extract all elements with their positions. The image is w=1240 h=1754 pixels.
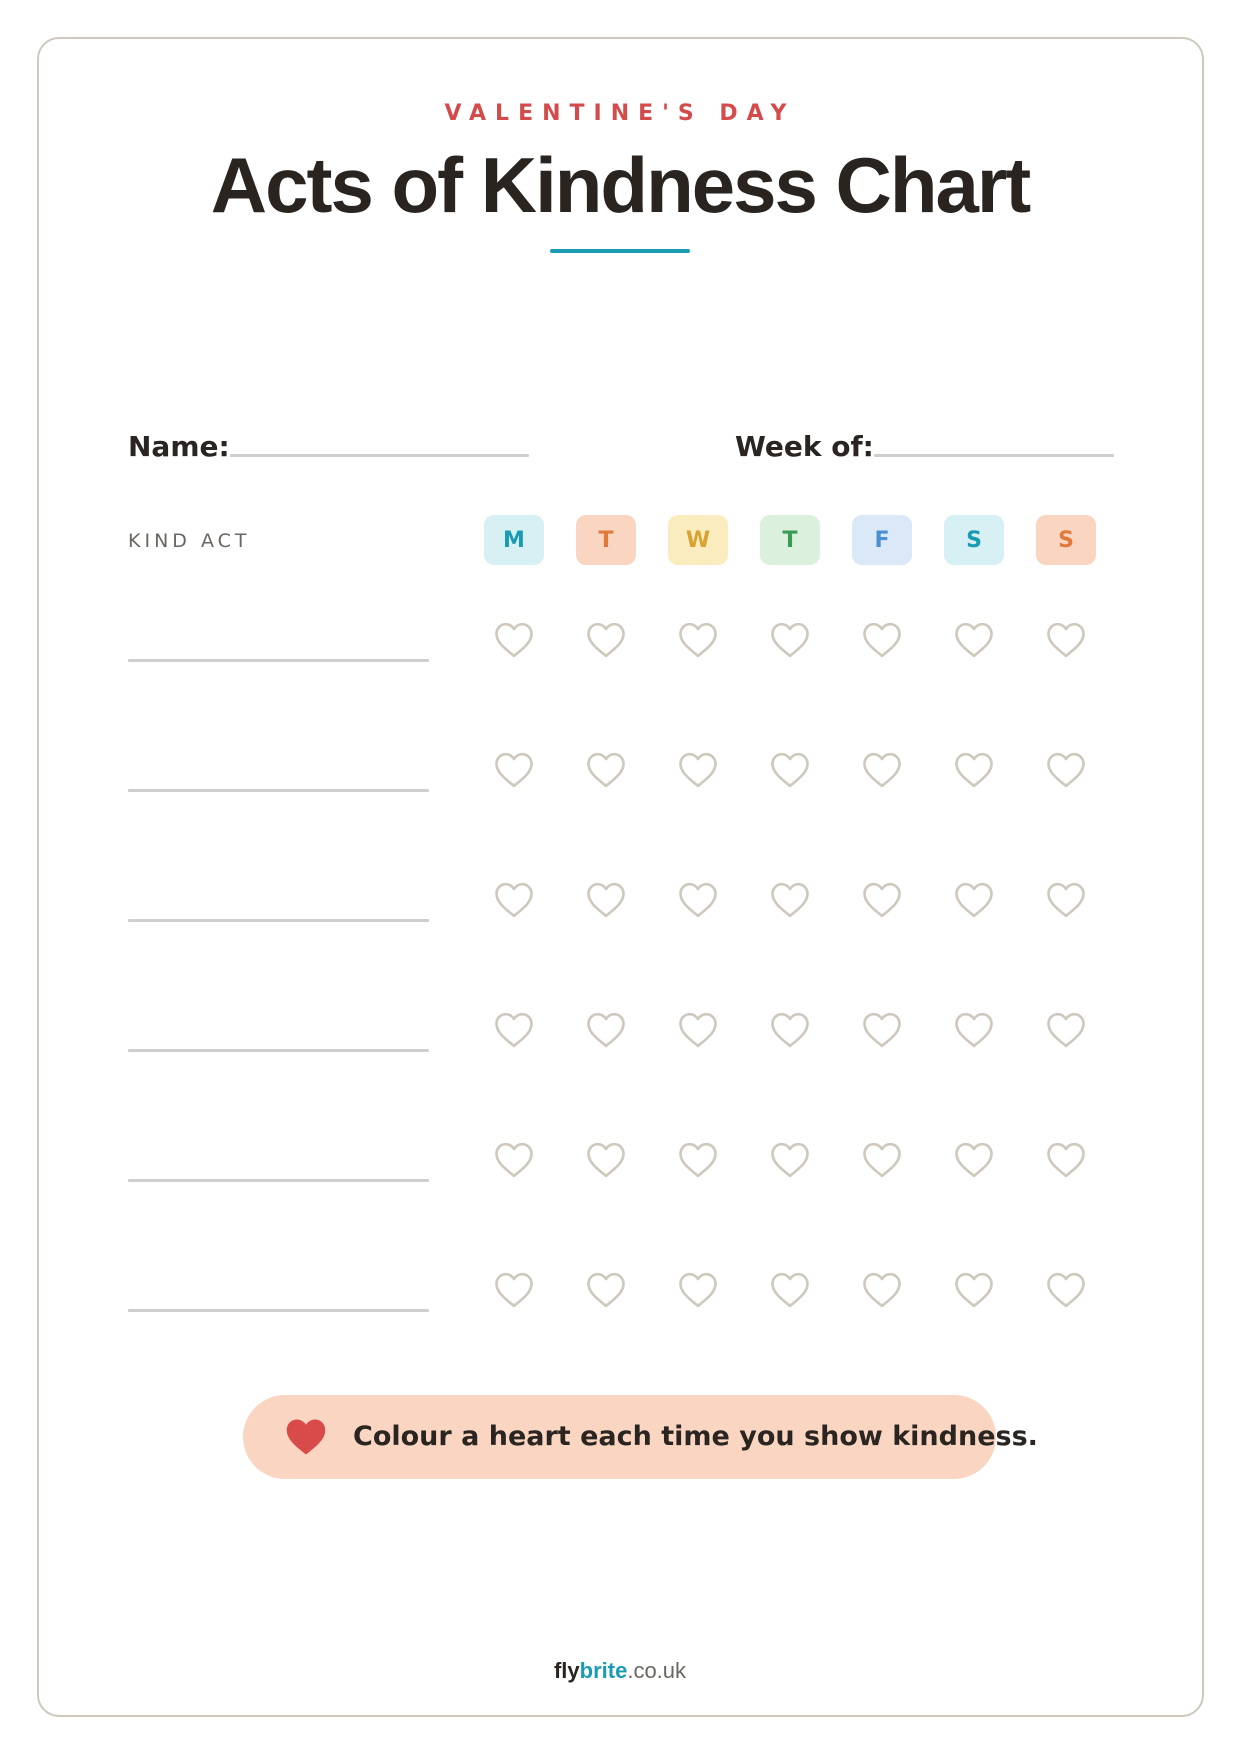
day-header-3: W <box>668 515 728 565</box>
heart-icon[interactable] <box>770 1271 810 1309</box>
name-label: Name: <box>128 430 230 463</box>
heart-icon[interactable] <box>494 751 534 789</box>
heart-icon[interactable] <box>862 881 902 919</box>
brand-brite: brite <box>579 1658 628 1683</box>
week-of-label: Week of: <box>735 430 874 463</box>
heart-icon[interactable] <box>954 751 994 789</box>
heart-icon[interactable] <box>862 1011 902 1049</box>
heart-icon[interactable] <box>586 621 626 659</box>
title-underline <box>550 249 690 253</box>
heart-icon[interactable] <box>770 1141 810 1179</box>
heart-icon[interactable] <box>862 751 902 789</box>
day-header-6: S <box>944 515 1004 565</box>
heart-icon[interactable] <box>862 621 902 659</box>
heart-icon[interactable] <box>586 881 626 919</box>
day-header-7: S <box>1036 515 1096 565</box>
heart-icon[interactable] <box>494 1141 534 1179</box>
heart-icon[interactable] <box>494 621 534 659</box>
heart-icon[interactable] <box>586 751 626 789</box>
brand-domain: .co.uk <box>627 1658 687 1683</box>
heart-icon[interactable] <box>862 1141 902 1179</box>
heart-icon[interactable] <box>494 1271 534 1309</box>
heart-icon <box>285 1417 327 1457</box>
heart-icon[interactable] <box>1046 751 1086 789</box>
kind-act-field[interactable] <box>128 919 429 922</box>
heart-icon[interactable] <box>1046 621 1086 659</box>
kind-act-field[interactable] <box>128 1179 429 1182</box>
page-title: Acts of Kindness Chart <box>210 141 1030 229</box>
heart-icon[interactable] <box>678 751 718 789</box>
heart-icon[interactable] <box>954 1271 994 1309</box>
instruction-text: Colour a heart each time you show kindness. <box>353 1421 1038 1452</box>
heart-icon[interactable] <box>678 1011 718 1049</box>
heart-icon[interactable] <box>494 1011 534 1049</box>
heart-icon[interactable] <box>954 1011 994 1049</box>
kind-act-field[interactable] <box>128 789 429 792</box>
heart-icon[interactable] <box>1046 1271 1086 1309</box>
heart-icon[interactable] <box>1046 881 1086 919</box>
heart-icon[interactable] <box>770 751 810 789</box>
footer-brand <box>0 1660 1240 1682</box>
kind-act-field[interactable] <box>128 659 429 662</box>
heart-icon[interactable] <box>586 1271 626 1309</box>
brand-fly: fly <box>553 1658 580 1683</box>
heart-icon[interactable] <box>770 621 810 659</box>
heart-icon[interactable] <box>678 1141 718 1179</box>
heart-icon[interactable] <box>494 881 534 919</box>
heart-icon[interactable] <box>954 621 994 659</box>
day-header-4: T <box>760 515 820 565</box>
heart-icon[interactable] <box>678 881 718 919</box>
heart-icon[interactable] <box>862 1271 902 1309</box>
eyebrow-label: VALENTINE'S DAY <box>444 101 796 126</box>
heart-icon[interactable] <box>1046 1141 1086 1179</box>
instruction-banner <box>243 1395 1038 1479</box>
heart-icon[interactable] <box>678 621 718 659</box>
day-header-5: F <box>852 515 912 565</box>
heart-icon[interactable] <box>586 1141 626 1179</box>
heart-icon[interactable] <box>770 1011 810 1049</box>
heart-icon[interactable] <box>954 1141 994 1179</box>
name-field[interactable] <box>230 454 529 457</box>
heart-icon[interactable] <box>954 881 994 919</box>
kind-act-field[interactable] <box>128 1049 429 1052</box>
day-header-2: T <box>576 515 636 565</box>
heart-icon[interactable] <box>678 1271 718 1309</box>
day-header-1: M <box>484 515 544 565</box>
heart-icon[interactable] <box>1046 1011 1086 1049</box>
kind-act-field[interactable] <box>128 1309 429 1312</box>
heart-icon[interactable] <box>770 881 810 919</box>
week-of-field[interactable] <box>874 454 1114 457</box>
heart-icon[interactable] <box>586 1011 626 1049</box>
kind-act-header: KIND ACT <box>128 530 251 552</box>
